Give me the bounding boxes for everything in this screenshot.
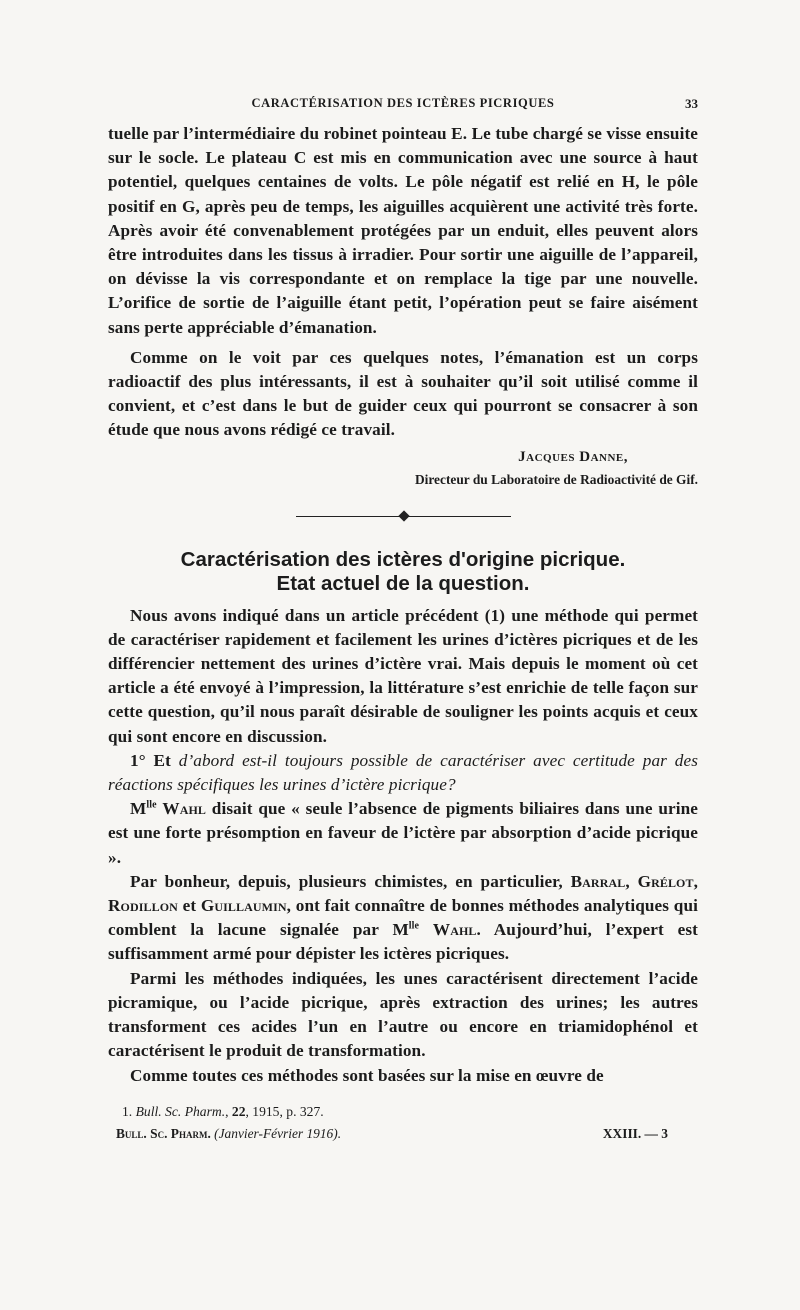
- mlle-abbrev: M: [130, 799, 147, 819]
- section-paragraph-6: Comme toutes ces méthodes sont basées sur la mise en œuvre de: [130, 1065, 604, 1085]
- section-divider: [108, 488, 698, 548]
- section-paragraph-4: [108, 870, 698, 967]
- p4-mlle-sup: lle: [408, 920, 420, 932]
- page-footer: [108, 1126, 698, 1150]
- section-title-line1: Caractérisation des ictères d'origine picrique.: [180, 547, 626, 571]
- question-text: d’abord est-il toujours possible de caractériser avec certitude par des réactions spécifiques les urines d’ictère picrique?: [108, 750, 698, 795]
- section-title-line2: Etat actuel de la question.: [276, 571, 530, 595]
- footer-citation: [116, 1126, 341, 1142]
- p4-text-e: , ont fait connaître de bonnes méthodes analytiques qui comblent la lacune signalée par M: [108, 896, 698, 940]
- p4-text-f: . Aujourd’hui, l’expert est suffisamment armé pour dépister les ictères picriques.: [108, 920, 698, 964]
- p4-text-b: ,: [625, 871, 638, 891]
- author-wahl: Wahl: [162, 799, 207, 819]
- p4-text-a: Par bonheur, depuis, plusieurs chimistes, en particulier,: [130, 871, 571, 891]
- mlle-sup: lle: [146, 799, 157, 811]
- continuation-paragraph: tuelle par l’intermédiaire du robinet pointeau E. Le tube chargé se visse ensuite sur le socle. Le plateau C est mis en communication avec une source à haut potentiel, quelques centaines de volts. Le pôle négatif est relié en H, le pôle positif en G, après peu de temps, les aiguilles acquièrent une activité très forte. Après avoir été convenablement protégées par un enduit, elles peuvent alors être introduites dans les tissus à irradier. Pour sortir une aiguille de l’appareil, on dévisse la vis correspondante et on remplace la tige par une nouvelle. L’orifice de sortie de l’aiguille étant petit, l’opération peut se faire aisément sans perte appréciable d’émanation.: [108, 124, 698, 337]
- divider-diamond-icon: [398, 510, 409, 521]
- footnote-rest: , 1915, p. 327.: [245, 1103, 324, 1119]
- author-guillaumin: Guillaumin: [200, 896, 287, 916]
- footnote-volume: 22: [231, 1103, 246, 1119]
- section-paragraph-3: [108, 797, 698, 870]
- paragraph-3-text: disait que « seule l’absence de pigments biliaires dans une urine est une forte présomption en faveur de l’ictère par absorption d’acide picrique ».: [108, 799, 698, 867]
- question-number: 1° Et: [130, 750, 179, 770]
- author-grelot: Grélot: [637, 871, 694, 891]
- journal-page: [108, 96, 698, 1150]
- footer-journal: Bull. Sc. Pharm.: [116, 1125, 211, 1141]
- p4-text-d: et: [177, 896, 201, 916]
- signature-role: Directeur du Laboratoire de Radioactivité de Gif.: [414, 471, 698, 487]
- section-paragraph-2: [108, 749, 698, 797]
- footer-signature-mark: XXIII. — 3: [602, 1125, 668, 1141]
- p4-text-c: ,: [693, 871, 698, 891]
- footnote-journal: Bull. Sc. Pharm.: [135, 1103, 226, 1119]
- footnote-number: 1.: [122, 1103, 133, 1119]
- signature-name: Jacques Danne,: [518, 448, 628, 465]
- running-title: CARACTÉRISATION DES ICTÈRES PICRIQUES: [251, 96, 555, 110]
- footer-issue: (Janvier-Février 1916).: [214, 1125, 342, 1141]
- conclusion-paragraph: Comme on le voit par ces quelques notes, l’émanation est un corps radioactif des plus intéressants, il est à souhaiter qu’il soit utilisé comme il convient, et c’est dans le but de guider ceux qui pourront se consacrer à son étude que nous avons rédigé ce travail.: [108, 347, 698, 440]
- section-title: [108, 548, 698, 596]
- author-barral: Barral: [570, 871, 626, 891]
- section-paragraph-1: Nous avons indiqué dans un article précédent (1) une méthode qui permet de caractériser rapidement et facilement les urines d’ictères picriques et de les différencier nettement des urines d’ictère vrai. Mais depuis le moment où cet article a été envoyé à l’impression, la littérature s’est enrichie de telle façon sur cette question, qu’il nous paraît désirable de souligner les points acquis et ceux qui sont encore en discussion.: [108, 605, 698, 746]
- author-rodillon: Rodillon: [108, 896, 178, 916]
- author-wahl-2: Wahl: [432, 920, 477, 940]
- footnote: 1. Bull. Sc. Pharm., 22, 1915, p. 327.: [122, 1103, 324, 1119]
- running-head: [108, 96, 698, 122]
- section-paragraph-5: Parmi les méthodes indiquées, les unes caractérisent directement l’acide picramique, ou l’acide picrique, après extraction des urines; les autres transforment ces acides l’un en l’autre ou encore en triamidophénol et caractérisent le produit de transformation.: [108, 968, 698, 1061]
- page-number: 33: [685, 96, 698, 111]
